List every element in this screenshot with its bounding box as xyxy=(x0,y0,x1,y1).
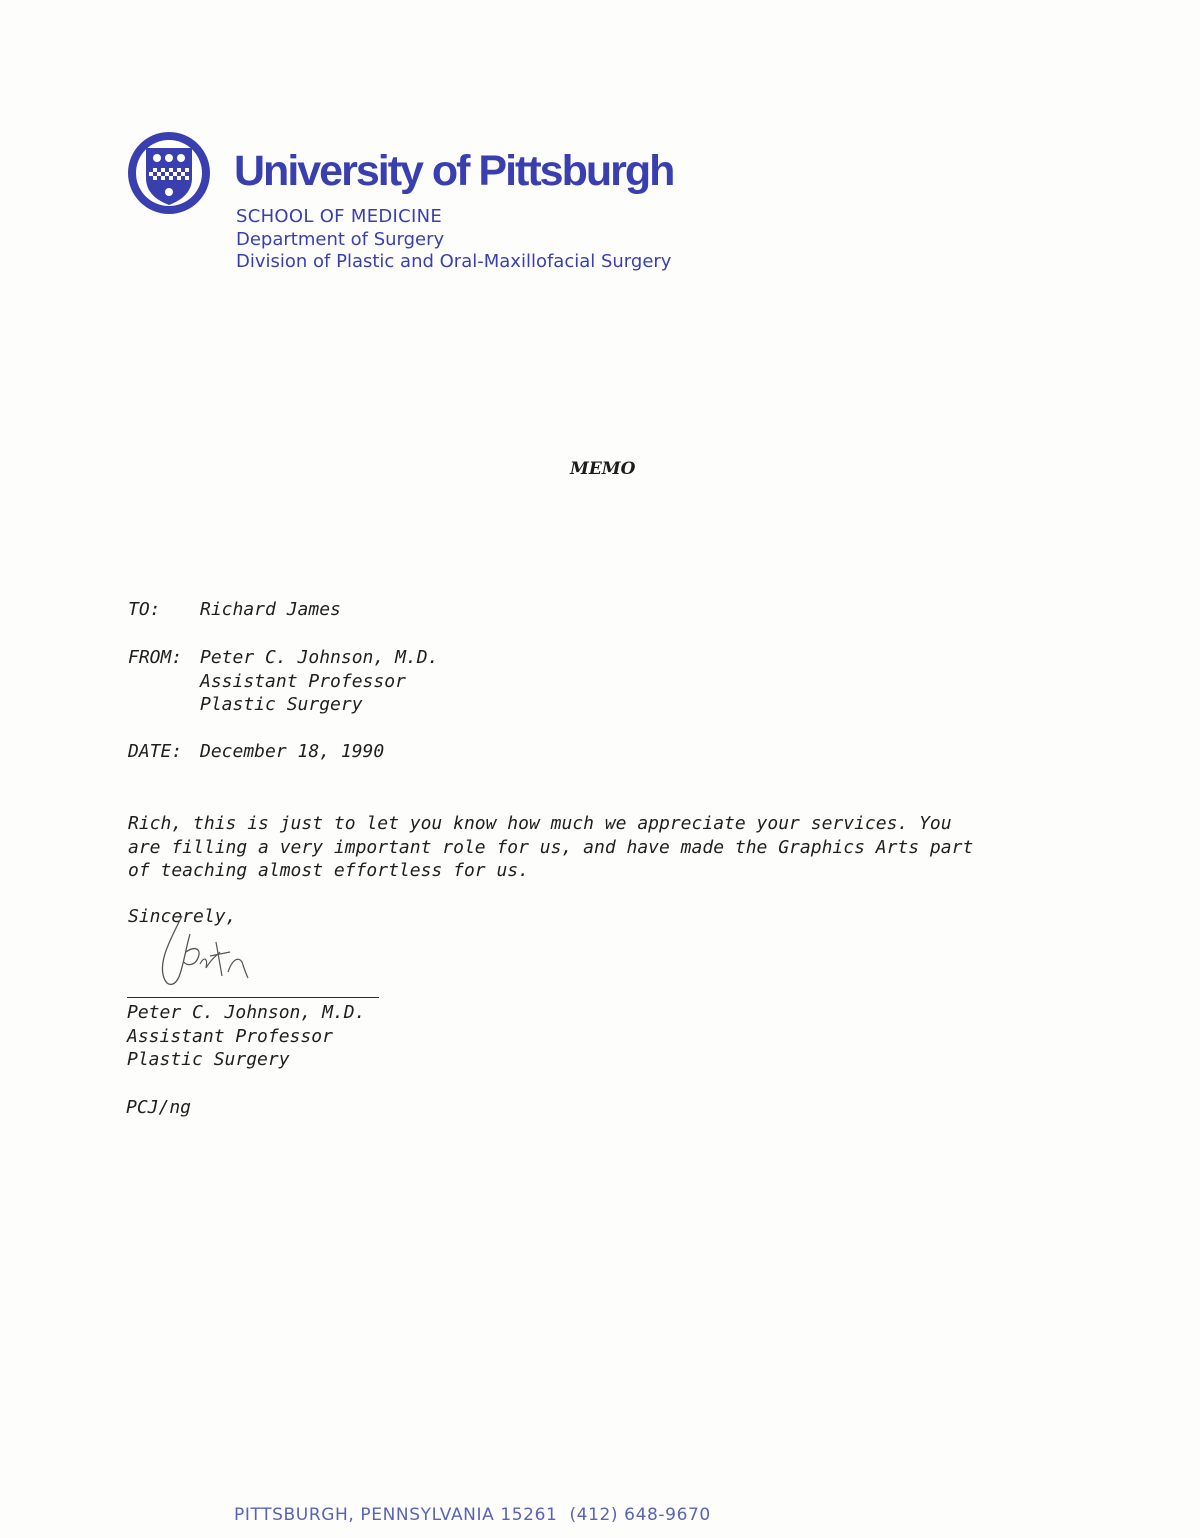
from-name: Peter C. Johnson, M.D. xyxy=(200,647,439,668)
handwritten-signature xyxy=(150,912,260,997)
signer-dept: Plastic Surgery xyxy=(127,1049,290,1070)
university-name: University of Pittsburgh xyxy=(234,147,674,195)
body-line: Rich, this is just to let you know how much we appreciate your services. You xyxy=(128,813,952,834)
from-label: FROM: xyxy=(128,647,183,668)
signer-name: Peter C. Johnson, M.D. xyxy=(127,1002,366,1023)
to-value: Richard James xyxy=(200,599,341,620)
from-dept: Plastic Surgery xyxy=(200,694,363,715)
footer xyxy=(234,1505,711,1525)
department-name: Department of Surgery xyxy=(236,229,445,250)
footer-address: PITTSBURGH, PENNSYLVANIA 15261 xyxy=(234,1505,558,1525)
date-label: DATE: xyxy=(128,741,183,762)
to-label: TO: xyxy=(128,599,161,620)
to-row xyxy=(128,598,341,622)
date-row xyxy=(128,740,384,764)
typist-initials: PCJ/ng xyxy=(126,1097,192,1118)
division-name: Division of Plastic and Oral-Maxillofacial Surgery xyxy=(236,251,672,272)
memo-body xyxy=(128,812,1068,883)
memo-title: MEMO xyxy=(570,459,636,479)
school-name: SCHOOL OF MEDICINE xyxy=(236,206,443,227)
closing: Sincerely, xyxy=(128,906,237,927)
signer-block xyxy=(127,1001,365,1072)
body-line: of teaching almost effortless for us. xyxy=(128,860,529,881)
footer-phone: (412) 648-9670 xyxy=(569,1505,711,1525)
signature-line xyxy=(127,997,379,998)
university-seal-icon xyxy=(126,130,212,216)
date-value: December 18, 1990 xyxy=(200,741,385,762)
body-line: are filling a very important role for us, and have made the Graphics Arts part xyxy=(128,836,974,858)
from-block xyxy=(128,646,438,717)
signer-title: Assistant Professor xyxy=(127,1025,333,1047)
from-title: Assistant Professor xyxy=(200,670,406,692)
